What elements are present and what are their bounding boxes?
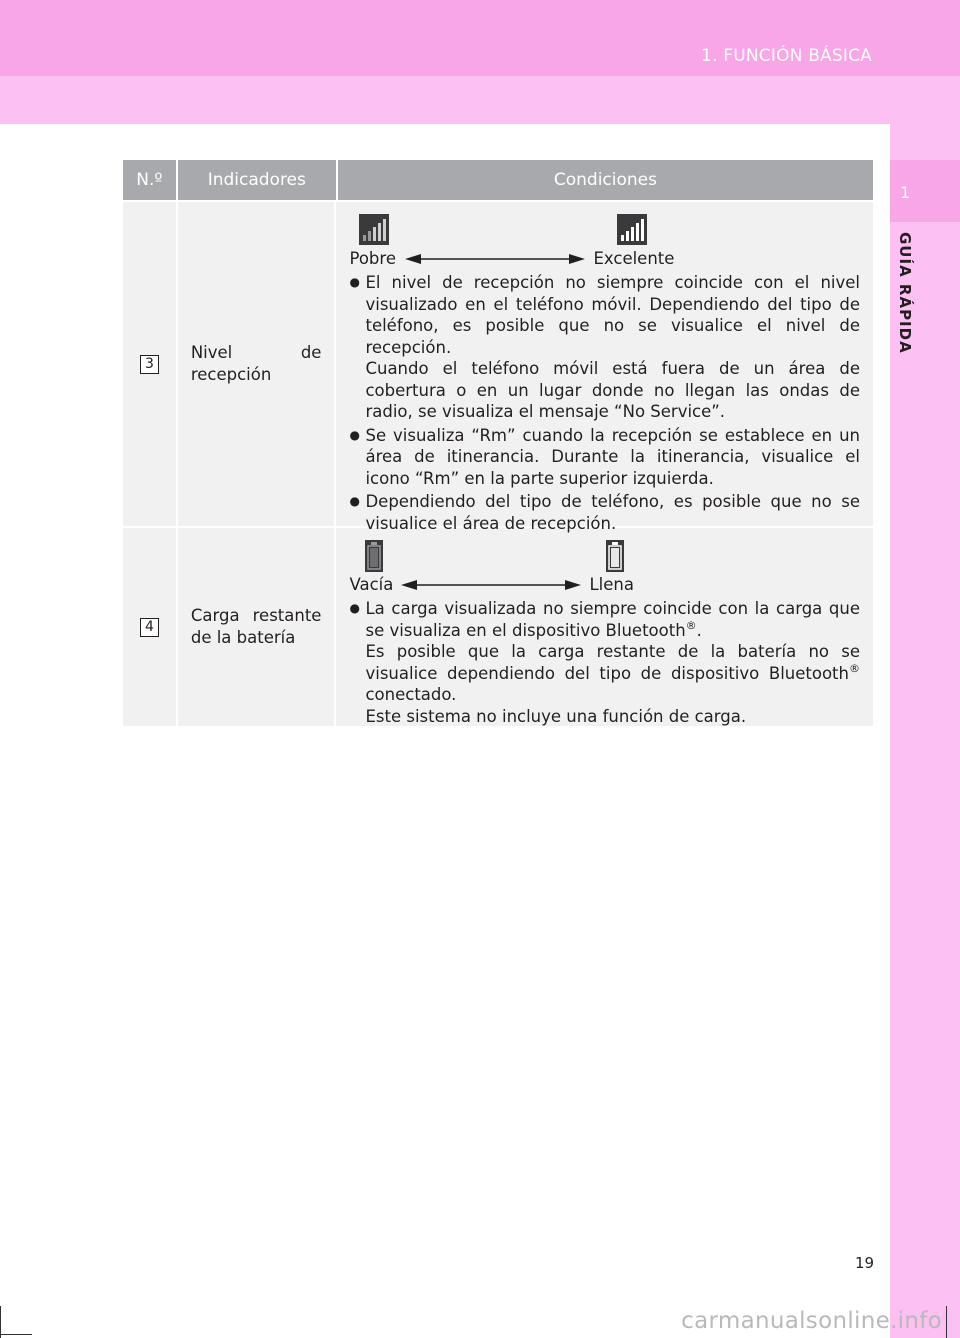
chapter-label: GUÍA RÁPIDA	[896, 232, 914, 354]
list-item-continuation: Cuando el teléfono móvil está fuera de un área de cobertura o en un lugar donde no llegan las ondas de radio, se visualiza el mensaje “No Service”.	[365, 359, 860, 421]
conditions-cell	[336, 528, 873, 726]
scale-label-excellent: Excelente	[593, 249, 675, 268]
section-title: 1. FUNCIÓN BÁSICA	[701, 46, 872, 66]
header-number: N.º	[123, 160, 178, 200]
header-conditions: Condiciones	[553, 170, 657, 190]
signal-strong-icon	[617, 214, 647, 245]
table-row	[123, 526, 873, 726]
scale-label-full: Llena	[589, 575, 634, 594]
indicator-cell	[178, 202, 337, 526]
conditions-table	[123, 160, 873, 726]
row-number-cell	[123, 528, 178, 726]
row-number-cell	[123, 202, 178, 526]
crop-mark	[0, 1334, 32, 1335]
table-row	[123, 200, 873, 533]
watermark: carmanualsonline.info	[681, 1308, 942, 1334]
list-item: ● El nivel de recepción no siempre coincide con el nivel visualizado en el teléfono móvil. Dependiendo del tipo de teléfono, es posible que no se visualice el nivel de recepción.	[349, 273, 860, 357]
indicator-label: Nivel de recepción	[190, 343, 322, 384]
scale-label-empty: Vacía	[349, 575, 394, 594]
table-header	[123, 160, 873, 200]
page-number: 19	[855, 1254, 875, 1272]
row-number: 3	[140, 355, 159, 374]
list-item: ● La carga visualizada no siempre coincide con la carga que se visualiza en el dispositivo Bluetooth®.	[349, 599, 860, 640]
indicator-cell	[178, 528, 337, 726]
signal-weak-icon	[359, 214, 389, 245]
double-arrow-icon	[405, 252, 585, 266]
header-subband	[0, 76, 960, 124]
indicator-label: Carga restante de la batería	[190, 606, 322, 647]
scale-label-poor: Pobre	[349, 249, 396, 268]
header-indicators: Indicadores	[178, 160, 338, 200]
conditions-cell	[336, 202, 873, 533]
chapter-number: 1	[900, 183, 911, 202]
crop-mark	[946, 1306, 947, 1338]
battery-empty-icon	[365, 540, 383, 572]
list-item-continuation: Este sistema no incluye una función de carga.	[365, 706, 747, 726]
list-item: ● Dependiendo del tipo de teléfono, es posible que no se visualice el área de recepción.	[349, 492, 860, 533]
row-number: 4	[140, 618, 159, 637]
double-arrow-icon	[401, 578, 581, 592]
list-item-continuation: Es posible que la carga restante de la batería no se visualice dependiendo del tipo de dispositivo Bluetooth® conectado.	[365, 642, 860, 704]
battery-full-icon	[606, 540, 624, 572]
list-item: ● Se visualiza “Rm” cuando la recepción se establece en un área de itinerancia. Durante la itinerancia, visualice el icono “Rm” en la parte superior izquierda.	[349, 425, 860, 488]
